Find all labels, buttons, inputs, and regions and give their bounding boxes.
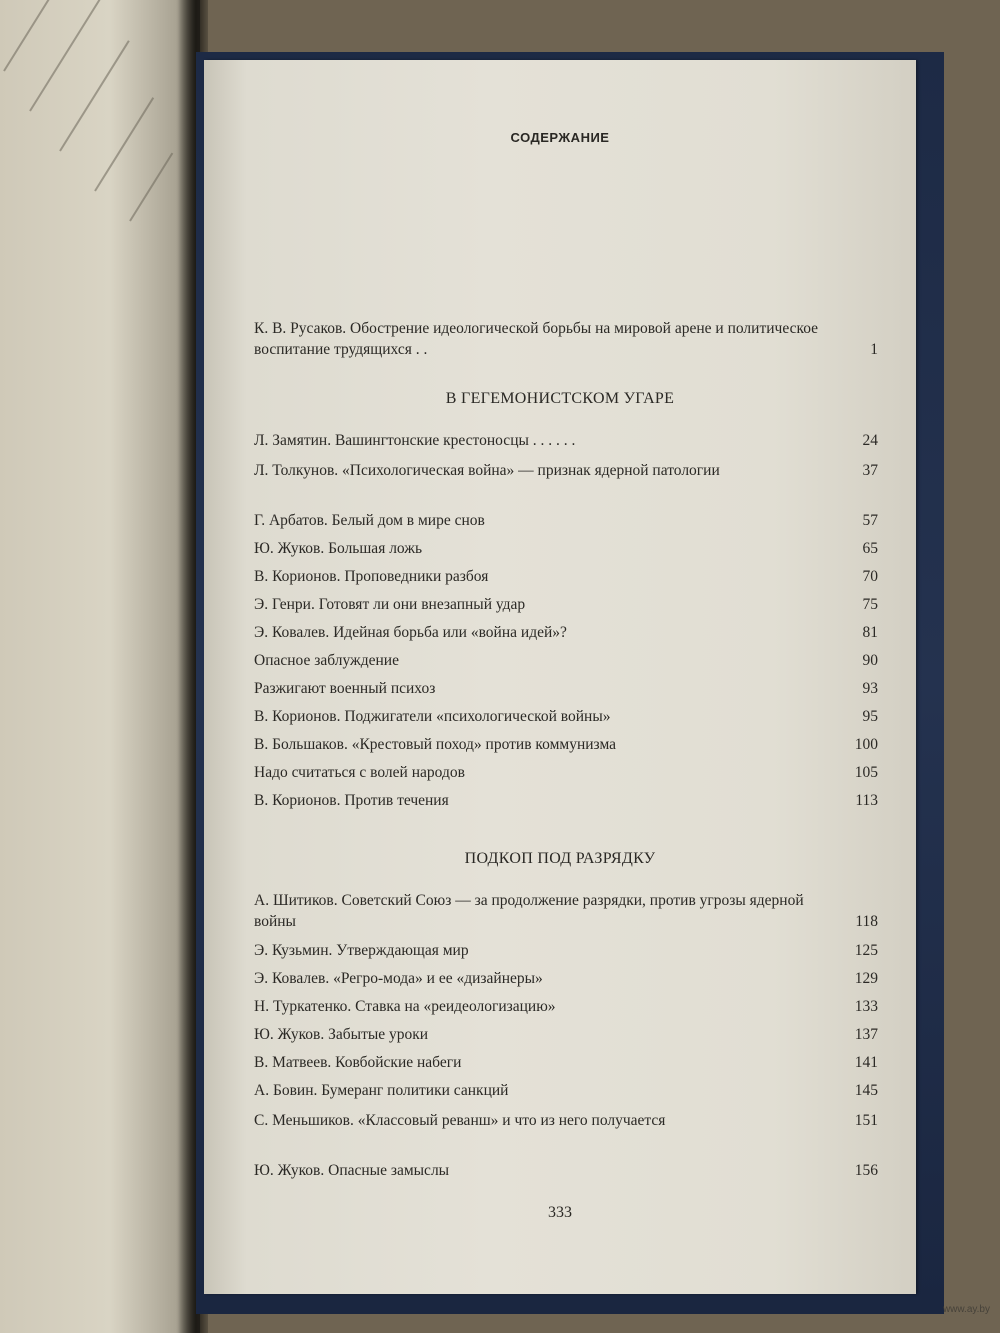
toc-entry-text: Опасное заблуждение bbox=[254, 652, 399, 669]
toc-page-number: 105 bbox=[854, 764, 878, 781]
toc-entry bbox=[254, 940, 878, 961]
toc-entry-text: Ю. Жуков. Опасные замыслы bbox=[254, 1162, 450, 1179]
toc-entry-text: Э. Ковалев. Идейная борьба или «война идей»? bbox=[254, 624, 567, 641]
toc-entry bbox=[254, 968, 878, 989]
toc-page-number: 145 bbox=[854, 1082, 878, 1099]
toc-entry bbox=[254, 762, 878, 783]
toc-entry-text: Надо считаться с волей народов bbox=[254, 764, 465, 781]
toc-entry-text: Ю. Жуков. Забытые уроки bbox=[254, 1026, 429, 1043]
toc-entry-text: А. Шитиков. Советский Союз — за продолжение разрядки, против угрозы ядерной войны bbox=[254, 892, 804, 930]
toc-page-number: 151 bbox=[854, 1112, 878, 1129]
toc-entry bbox=[254, 510, 878, 531]
left-page bbox=[0, 0, 200, 1333]
toc-entry-text: Э. Кузьмин. Утверждающая мир bbox=[254, 942, 469, 959]
toc-page-number: 93 bbox=[862, 680, 878, 697]
toc-entry-text: Э. Ковалев. «Регро-мода» и ее «дизайнеры» bbox=[254, 970, 543, 987]
toc-page-number: 65 bbox=[862, 540, 878, 557]
toc-entry bbox=[254, 430, 878, 451]
toc-entry bbox=[254, 890, 878, 932]
toc-page-number: 24 bbox=[862, 432, 878, 449]
toc-page-number: 37 bbox=[862, 462, 878, 479]
toc-entry-text: В. Матвеев. Ковбойские набеги bbox=[254, 1054, 462, 1071]
toc-page-number: 137 bbox=[854, 1026, 878, 1043]
toc-entry-text: В. Корионов. Поджигатели «психологической войны» bbox=[254, 708, 611, 725]
toc-entry bbox=[254, 650, 878, 671]
toc-entry bbox=[254, 1160, 878, 1181]
toc-entry-text: Л. Толкунов. «Психологическая война» — признак ядерной патологии bbox=[254, 462, 720, 479]
toc-page-number: 156 bbox=[854, 1162, 878, 1179]
toc-page-number: 133 bbox=[854, 998, 878, 1015]
toc-entry-text: В. Большаков. «Крестовый поход» против коммунизма bbox=[254, 736, 617, 753]
toc-entry bbox=[254, 734, 878, 755]
toc-page-number: 100 bbox=[854, 736, 878, 753]
toc-entry-intro bbox=[254, 318, 878, 360]
toc-page-number: 70 bbox=[862, 568, 878, 585]
toc-page-number: 1 bbox=[870, 341, 878, 358]
toc-page-number: 118 bbox=[855, 913, 878, 930]
toc-entry-text: Г. Арбатов. Белый дом в мире снов bbox=[254, 512, 485, 529]
toc-entry bbox=[254, 1052, 878, 1073]
toc-entry-text: Ю. Жуков. Большая ложь bbox=[254, 540, 423, 557]
toc-entry bbox=[254, 460, 878, 481]
toc-entry-text: В. Корионов. Проповедники разбоя bbox=[254, 568, 489, 585]
toc-page-number: 141 bbox=[854, 1054, 878, 1071]
toc-entry-text: В. Корионов. Против течения bbox=[254, 792, 449, 809]
toc-page-number: 81 bbox=[862, 624, 878, 641]
page-title: СОДЕРЖАНИЕ bbox=[510, 130, 610, 145]
toc-entry bbox=[254, 566, 878, 587]
toc-entry-text: Л. Замятин. Вашингтонские крестоносцы . . . . . . bbox=[254, 432, 576, 449]
toc-page-number: 125 bbox=[854, 942, 878, 959]
toc-entry bbox=[254, 678, 878, 699]
toc-entry bbox=[254, 622, 878, 643]
toc-entry bbox=[254, 594, 878, 615]
toc-entry bbox=[254, 996, 878, 1017]
toc-entry-text: Н. Туркатенко. Ставка на «реидеологизацию» bbox=[254, 998, 556, 1015]
site-watermark: www.ay.by bbox=[942, 1304, 990, 1315]
toc-entry-text: А. Бовин. Бумеранг политики санкций bbox=[254, 1082, 509, 1099]
contents-page bbox=[204, 60, 916, 1294]
toc-entry bbox=[254, 1024, 878, 1045]
toc-entry-text: Разжигают военный психоз bbox=[254, 680, 436, 697]
toc-page-number: 113 bbox=[855, 792, 878, 809]
toc-entry bbox=[254, 706, 878, 727]
toc-page-number: 75 bbox=[862, 596, 878, 613]
toc-page-number: 57 bbox=[862, 512, 878, 529]
toc-entry bbox=[254, 1080, 878, 1101]
toc-page-number: 129 bbox=[854, 970, 878, 987]
toc-entry bbox=[254, 1110, 878, 1131]
toc-entry-text: К. В. Русаков. Обострение идеологической борьбы на мировой арене и политическое воспитание трудящихся . . bbox=[254, 320, 819, 358]
section-heading-1: В ГЕГЕМОНИСТСКОМ УГАРЕ bbox=[445, 390, 675, 407]
page-number: 333 bbox=[548, 1204, 572, 1221]
toc-entry-text: Э. Генри. Готовят ли они внезапный удар bbox=[254, 596, 526, 613]
toc-page-number: 90 bbox=[862, 652, 878, 669]
section-heading-2: ПОДКОП ПОД РАЗРЯДКУ bbox=[464, 850, 656, 867]
toc-entry bbox=[254, 538, 878, 559]
toc-entry-text: С. Меньшиков. «Классовый реванш» и что из него получается bbox=[254, 1112, 666, 1129]
toc-entry bbox=[254, 790, 878, 811]
toc-page-number: 95 bbox=[862, 708, 878, 725]
